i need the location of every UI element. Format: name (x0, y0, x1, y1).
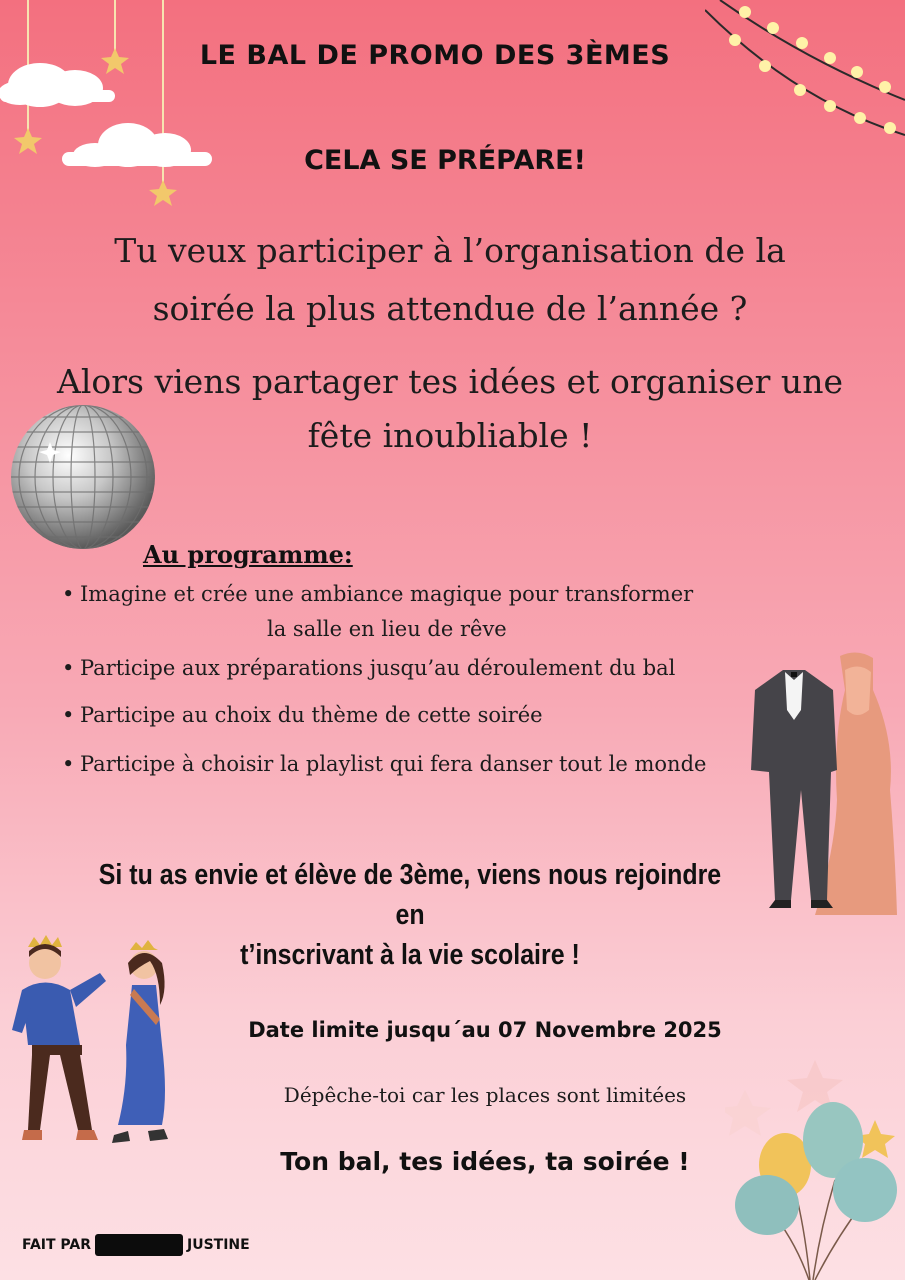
balloons-icon (725, 1060, 905, 1280)
list-item (62, 582, 693, 606)
list-item-text: Participe à choisir la playlist qui fera danser tout le monde (80, 752, 707, 776)
credit-line (22, 1234, 250, 1256)
hurry-text: Dépêche-toi car les places sont limitées (283, 1083, 687, 1107)
intro-invitation-line2: fête inoubliable ! (307, 416, 593, 455)
list-item (62, 656, 675, 680)
list-item-continuation: la salle en lieu de rêve (267, 617, 507, 641)
suit-and-dress-icon (745, 650, 900, 920)
credit-prefix: FAIT PAR (22, 1237, 92, 1253)
intro-invitation-line1: Alors viens partager tes idées et organiser une (57, 362, 843, 401)
intro-question-line2: soirée la plus attendue de l’année ? (152, 289, 748, 328)
list-item-text: Participe aux préparations jusqu’au déroulement du bal (80, 656, 676, 680)
intro-invitation (40, 355, 860, 463)
prom-king-queen-icon (10, 935, 185, 1150)
deadline-text: Date limite jusqu´au 07 Novembre 2025 (248, 1018, 722, 1042)
call-to-action-line2: t’inscrivant à la vie scolaire ! (240, 939, 580, 971)
programme-heading: Au programme: (143, 540, 353, 569)
disco-ball-icon (8, 402, 158, 552)
list-item-text: Imagine et crée une ambiance magique pour transformer (80, 582, 694, 606)
bullet: • (62, 656, 75, 680)
credit-name: JUSTINE (187, 1237, 250, 1253)
list-item (62, 703, 543, 727)
clouds-stars-decoration (0, 0, 230, 215)
bullet: • (62, 582, 75, 606)
list-item (62, 752, 706, 776)
poster-subtitle: CELA SE PRÉPARE! (304, 145, 586, 176)
string-lights-icon (705, 0, 905, 150)
bullet: • (62, 703, 75, 727)
intro-question-line1: Tu veux participer à l’organisation de la (114, 231, 786, 270)
redacted-name-block (95, 1234, 183, 1256)
bullet: • (62, 752, 75, 776)
poster-title: LE BAL DE PROMO DES 3ÈMES (199, 40, 671, 71)
call-to-action-line1: Si tu as envie et élève de 3ème, viens nous rejoindre en (98, 859, 722, 931)
list-item-text: Participe au choix du thème de cette soirée (80, 703, 543, 727)
slogan-text: Ton bal, tes idées, ta soirée ! (280, 1147, 690, 1176)
intro-question (60, 222, 840, 338)
